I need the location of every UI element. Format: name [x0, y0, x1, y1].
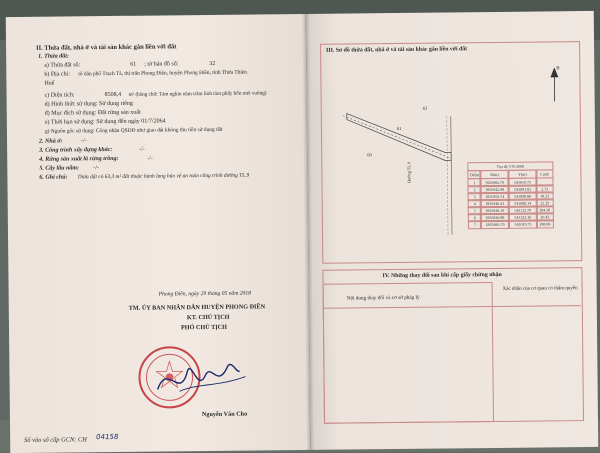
coord-cell: 1835828.19 — [480, 206, 510, 215]
map-sheet-value: 32 — [209, 61, 215, 68]
north-label: B — [556, 65, 559, 72]
coord-cell: 1835942.98 — [480, 185, 510, 194]
usage-term: e) Thời hạn sử dụng: Sử dụng đến ngày 01/7/2064 — [45, 118, 166, 126]
coord-cell: 7 — [468, 220, 482, 229]
address-label: b) Địa chỉ: — [44, 71, 70, 78]
area-value: 8508,4 — [105, 92, 122, 99]
coord-cell: 1 — [467, 178, 481, 187]
changes-col2-header: Xác nhận của cơ quan có thẩm quyền — [503, 285, 578, 293]
official-stamp-and-signature — [127, 330, 258, 415]
coord-cell: 1835983.79 — [480, 220, 510, 229]
coord-cell: 4 — [468, 199, 482, 208]
section-iv-title: IV. Những thay đổi sau khi cấp giấy chứng nhận — [382, 272, 501, 280]
section-iii-title: III. Sơ đồ thửa đất, nhà ở và tài sản khác gắn liền với đất — [326, 46, 467, 54]
item-1-label: 1. Thửa đất: — [38, 53, 69, 60]
parcel-label-63: 63 — [423, 105, 428, 112]
coord-cell: 22.29 — [536, 198, 554, 207]
coord-cell: 541080.14 — [508, 199, 538, 208]
item-6-value: Thửa đất có 63,3 m² đất thuộc hành lang bảo vệ an toàn công trình đường TL.9 — [77, 173, 249, 182]
usage-origin: g) Nguồn gốc sử dụng: Công nhận QSDĐ như giao đất không thu tiền sử dụng đất — [45, 127, 223, 136]
usage-form: d) Hình thức sử dụng: Sử dụng riêng — [45, 101, 133, 109]
coord-cell: 541098.86 — [508, 192, 538, 201]
coord-cell: 541091.81 — [508, 185, 538, 194]
left-page — [6, 14, 311, 453]
red-stamp-icon — [139, 347, 200, 408]
coord-cell: 541122.16 — [508, 213, 538, 222]
coord-cell: 6 — [468, 213, 482, 222]
coord-cell: 20.43 — [536, 212, 554, 221]
section-ii-title: II. Thửa đất, nhà ở và tài sản khác gắn liền với đất — [36, 43, 176, 51]
coord-table-title: Tọa độ VN-2000 — [467, 161, 553, 171]
address-value: tổ dân phố Trạch Tả, thị trấn Phong Điền, huyện Phong Điền, tỉnh Thừa Thiên — [78, 70, 247, 79]
signer-name: Nguyễn Văn Cho — [202, 411, 247, 418]
gcn-label: Số vào sổ cấp GCN: CH — [24, 436, 87, 444]
address-value-cont: Huế — [44, 81, 54, 88]
coord-header-cell: Cạnh — [535, 169, 553, 178]
area-words: m² (bằng chữ: Tám nghìn năm trăm linh tám phẩy bốn mét vuông) — [129, 90, 267, 98]
coord-cell: 1835983.79 — [479, 178, 509, 187]
parcel-map — [320, 55, 580, 262]
certificate-sheet — [6, 11, 599, 453]
map-sheet-label: ; tờ bản đồ số: — [144, 61, 178, 68]
parcel-label-61: 61 — [397, 125, 402, 132]
item-6-label: 6. Ghi chú: — [39, 174, 67, 181]
coord-cell: 541019.75 — [507, 178, 537, 187]
signer-kt: KT. CHỦ TỊCH — [187, 314, 230, 321]
item-3-value: -/- — [139, 147, 145, 154]
item-2-value: -/- — [81, 138, 87, 145]
coord-cell: 1835940.41 — [480, 199, 510, 208]
parcel-number-label: a) Thửa đất số: — [44, 62, 80, 69]
coord-cell: 3 — [468, 192, 482, 201]
coord-cell: 2 — [468, 185, 482, 194]
road-label: Đường TL.9 — [405, 162, 412, 183]
coord-header-cell: X(m) — [479, 170, 509, 179]
signer-organization: TM. ỦY BAN NHÂN DÂN HUYỆN PHONG ĐIỀN — [129, 303, 265, 311]
area-label: c) Diện tích: — [45, 92, 75, 99]
item-4-value: -/- — [147, 156, 153, 163]
coord-cell: 288.86 — [536, 219, 554, 228]
coord-header-cell: Điểm — [467, 170, 481, 179]
item-4-label: 4. Rừng sản xuất là rừng trồng: — [39, 156, 118, 164]
gcn-number: 04158 — [96, 434, 118, 441]
item-3-label: 3. Công trình xây dựng khác: — [39, 147, 112, 155]
changes-col1-header: Nội dung thay đổi và cơ sở pháp lý — [347, 295, 420, 303]
item-2-label: 2. Nhà ở: — [39, 139, 62, 146]
coord-cell: 2.73 — [536, 184, 554, 193]
changes-col1 — [323, 282, 494, 424]
coord-cell: 541019.75 — [508, 220, 538, 229]
coord-cell: 284.38 — [536, 205, 554, 214]
parcel-outline — [347, 112, 451, 161]
right-page — [306, 11, 599, 450]
road-line — [451, 116, 452, 234]
coord-header-cell: Y(m) — [507, 170, 537, 179]
coord-cell: 541113.79 — [508, 206, 538, 215]
usage-purpose: đ) Mục đích sử dụng: Đất rừng sản xuất — [45, 110, 141, 118]
signer-title: PHÓ CHỦ TỊCH — [181, 324, 227, 331]
coord-cell: 1835959.74 — [480, 192, 510, 201]
coord-cell: 5 — [468, 206, 482, 215]
parcel-number-value: 61 — [130, 62, 136, 69]
item-5-value: -/- — [93, 165, 99, 172]
place-date: Phong Điền, ngày 29 tháng 05 năm 2018 — [159, 291, 251, 299]
coord-cell: 18.23 — [536, 191, 554, 200]
parcel-label-60: 60 — [367, 151, 372, 158]
coord-cell: 1835830.88 — [480, 213, 510, 222]
item-5-label: 5. Cây lâu năm: — [39, 165, 79, 172]
